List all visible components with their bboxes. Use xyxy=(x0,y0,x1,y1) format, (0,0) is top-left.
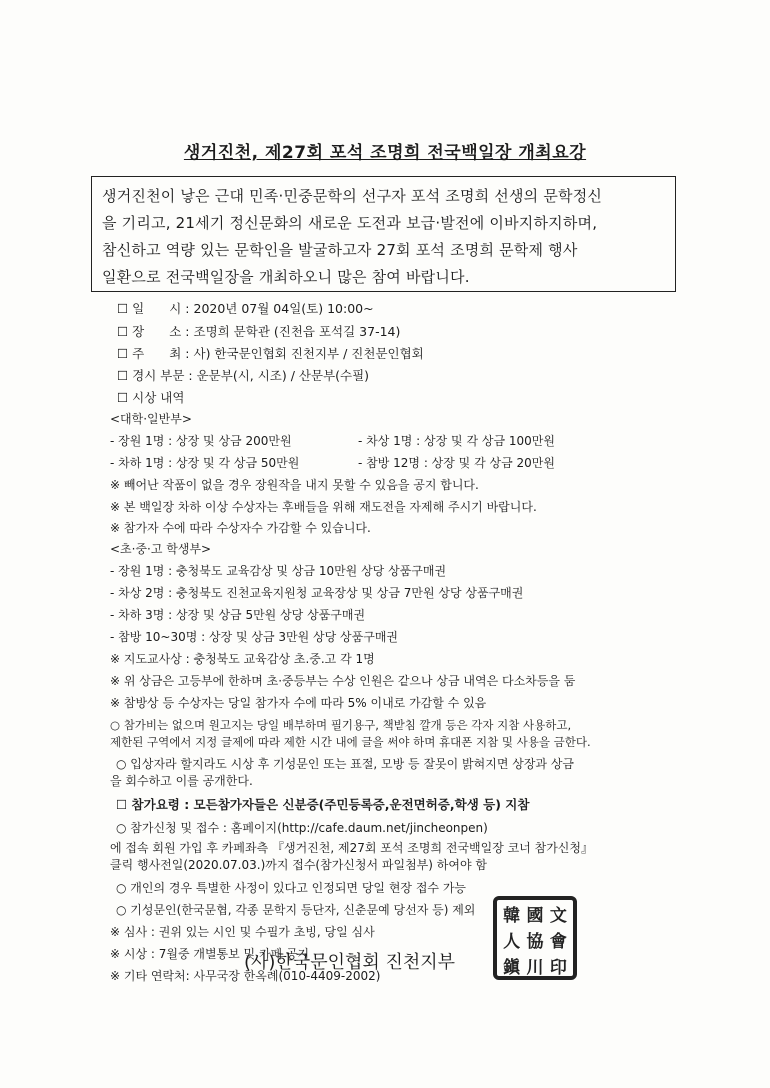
awards-header: ☐ 시상 내역 xyxy=(117,390,185,405)
application-line1: ○ 참가신청 및 접수 : 홈페이지(http://cafe.daum.net/jincheonpen) xyxy=(116,821,488,835)
adult-grand-prize: - 장원 1명 : 상장 및 상금 200만원 xyxy=(110,434,292,448)
adult-second-prize: - 차하 1명 : 상장 및 각 상금 50만원 xyxy=(110,456,300,470)
application-line3: 클릭 행사전일(2020.07.03.)까지 접수(참가신청서 파일첨부) 하여야 함 xyxy=(110,858,487,872)
intro-line: 을 기리고, 21세기 정신문화의 새로운 도전과 보급·발전에 이바지하지하며, xyxy=(102,214,598,232)
revocation-line1: ○ 입상자라 할지라도 시상 후 기성문인 또는 표절, 모방 등 잘못이 밝혀지면 상장과 상금 xyxy=(116,757,575,771)
revocation-line2: 을 회수하고 이를 공개한다. xyxy=(110,774,253,788)
seal-char: 鎭 xyxy=(503,958,521,978)
student-first-prize: - 차상 2명 : 충청북도 진천교육지원청 교육장상 및 상금 7만원 상당 상품구매권 xyxy=(110,586,524,600)
document-title: 생거진천, 제27회 포석 조명희 전국백일장 개최요강 xyxy=(183,143,587,163)
event-host: ☐ 주 최 : 사) 한국문인협회 진천지부 / 진천문인협회 xyxy=(117,346,424,361)
issuer-name: (사)한국문인협회 진천지부 xyxy=(244,952,456,973)
seal-char: 川 xyxy=(526,958,544,978)
adult-division-header: <대학·일반부> xyxy=(110,412,192,426)
participation-requirements: ☐ 참가요령 : 모든참가자들은 신분증(주민등록증,운전면허증,학생 등) 지참 xyxy=(116,797,530,812)
seal-char: 文 xyxy=(549,906,567,926)
intro-box xyxy=(91,176,676,292)
contact-info: ※ 기타 연락처: 사무국장 한옥례(010-4409-2002) xyxy=(110,969,381,983)
seal-char: 人 xyxy=(503,932,521,952)
application-line2: 에 접속 회원 가입 후 카페좌측 『생거진천, 제27회 포석 조명희 전국백일장 코너 참가신청』 xyxy=(110,841,593,855)
intro-line: 생거진천이 낳은 근대 민족·민중문학의 선구자 포석 조명희 선생의 문학정신 xyxy=(102,187,603,205)
onsite-registration: ○ 개인의 경우 특별한 사정이 있다고 인정되면 당일 현장 접수 가능 xyxy=(116,881,467,895)
ceremony-info: ※ 시상 : 7월중 개별통보 및 카페 공지 xyxy=(110,947,310,961)
student-division-header: <초·중·고 학생부> xyxy=(110,542,212,556)
seal-char: 韓 xyxy=(503,906,521,926)
intro-line: 참신하고 역량 있는 문학인을 발굴하고자 27회 포석 조명희 문학제 행사 xyxy=(102,241,578,259)
contest-categories: ☐ 경시 부문 : 운문부(시, 시조) / 산문부(수필) xyxy=(117,368,370,383)
teacher-award: ※ 지도교사상 : 충청북도 교육감상 초.중.고 각 1명 xyxy=(110,652,375,666)
fee-info-line2: 제한된 구역에서 지정 글제에 따라 제한 시간 내에 글을 써야 하며 휴대폰 지참 및 사용을 금한다. xyxy=(110,735,591,749)
student-grand-prize: - 장원 1명 : 충청북도 교육감상 및 상금 10만원 상당 상품구매권 xyxy=(110,564,447,578)
note-no-grand-prize: ※ 빼어난 작품이 없을 경우 장원작을 내지 못할 수 있음을 공지 합니다. xyxy=(110,478,479,492)
adult-honorable-mention: - 참방 12명 : 상장 및 각 상금 20만원 xyxy=(358,456,555,470)
note-no-rechallenge: ※ 본 백일장 차하 이상 수상자는 후배들을 위해 재도전을 자제해 주시기 바랍니다. xyxy=(110,500,537,514)
seal-char: 印 xyxy=(549,958,567,978)
adult-first-prize: - 차상 1명 : 상장 및 각 상금 100만원 xyxy=(358,434,555,448)
seal-char: 會 xyxy=(549,932,567,952)
event-date: ☐ 일 시 : 2020년 07월 04일(토) 10:00~ xyxy=(117,301,374,316)
judging-info: ※ 심사 : 권위 있는 시인 및 수필가 초빙, 당일 심사 xyxy=(110,925,375,939)
seal-char: 協 xyxy=(526,932,544,952)
fee-info-line1: ○ 참가비는 없으며 원고지는 당일 배부하며 필기용구, 책받침 깔개 등은 각자 지참 사용하고, xyxy=(110,718,572,732)
intro-line: 일환으로 전국백일장을 개최하오니 많은 참여 바랍니다. xyxy=(102,268,470,286)
event-place: ☐ 장 소 : 조명희 문학관 (진천읍 포석길 37-14) xyxy=(117,324,401,339)
note-adjust-winners: ※ 참가자 수에 따라 수상자수 가감할 수 있습니다. xyxy=(110,521,371,535)
student-second-prize: - 차하 3명 : 상장 및 상금 5만원 상당 상품구매권 xyxy=(110,608,366,622)
official-seal-stamp xyxy=(493,896,577,980)
note-prize-money: ※ 위 상금은 고등부에 한하며 초·중등부는 수상 인원은 같으나 상금 내역은 다소차등을 둠 xyxy=(110,674,576,688)
note-honorable-adjust: ※ 참방상 등 수상자는 당일 참가자 수에 따라 5% 이내로 가감할 수 있음 xyxy=(110,696,487,710)
exclusion-note: ○ 기성문인(한국문협, 각종 문학지 등단자, 신춘문예 당선자 등) 제외 xyxy=(116,903,476,917)
student-honorable-mention: - 참방 10~30명 : 상장 및 상금 3만원 상당 상품구매권 xyxy=(110,630,398,644)
seal-char: 國 xyxy=(526,906,544,926)
